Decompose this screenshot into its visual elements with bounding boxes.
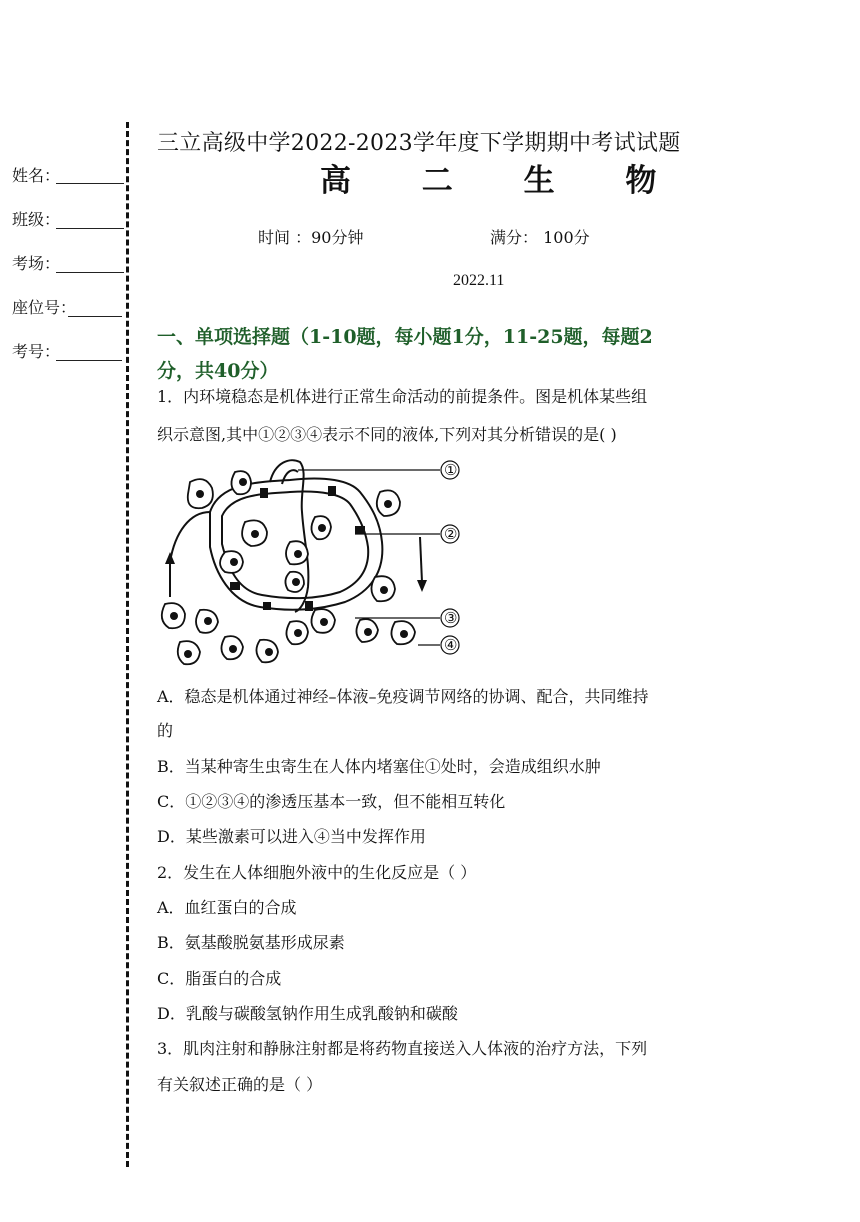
class-field-line — [56, 228, 124, 229]
class-field-label: 班级： — [12, 210, 61, 229]
q2-stem: 2．发生在人体细胞外液中的生化反应是（ ） — [157, 863, 477, 882]
number-1: ① — [444, 461, 458, 479]
q3-stem-line1: 3．肌肉注射和静脉注射都是将药物直接送入人体液的治疗方法，下列 — [157, 1039, 648, 1058]
q3-stem-line2: 有关叙述正确的是（ ） — [157, 1075, 323, 1094]
q1-option-a-cont: 的 — [157, 721, 174, 740]
section-heading-line1: 一、单项选择题（1-10题，每小题1分，11-25题，每题2 — [157, 326, 653, 348]
exam-time: 时间 ：90分钟 — [258, 228, 364, 247]
name-field-line — [56, 183, 124, 184]
q2-option-c: C．脂蛋白的合成 — [157, 969, 282, 988]
subject-title: 高 二 生 物 — [320, 163, 687, 199]
exam-room-field-label: 考场： — [12, 254, 61, 273]
q1-stem-line1: 1．内环境稳态是机体进行正常生命活动的前提条件。图是机体某些组 — [157, 387, 648, 406]
seat-field-label: 座位号： — [12, 298, 77, 317]
number-3: ③ — [444, 609, 458, 627]
q1-option-a: A．稳态是机体通过神经–体液–免疫调节网络的协调、配合，共同维持 — [157, 687, 649, 706]
q2-option-d: D．乳酸与碳酸氢钠作用生成乳酸钠和碳酸 — [157, 1004, 458, 1023]
exam-room-field-line — [56, 272, 124, 273]
q1-option-d: D．某些激素可以进入④当中发挥作用 — [157, 827, 426, 846]
full-score: 满分： 100分 — [490, 228, 590, 247]
number-4: ④ — [444, 636, 458, 654]
exam-number-field-line — [56, 360, 122, 361]
q2-option-a: A．血红蛋白的合成 — [157, 898, 297, 917]
school-title: 三立高级中学2022-2023学年度下学期期中考试试题 — [157, 131, 681, 156]
q1-option-c: C．①②③④的渗透压基本一致，但不能相互转化 — [157, 792, 506, 811]
exam-number-field-label: 考号： — [12, 342, 61, 361]
exam-date: 2022.11 — [453, 272, 505, 289]
seat-field-line — [68, 316, 122, 317]
binding-dashed-line — [126, 122, 129, 1167]
section-heading-line2: 分，共40分） — [157, 360, 279, 382]
q1-option-b: B．当某种寄生虫寄生在人体内堵塞住①处时，会造成组织水肿 — [157, 757, 601, 776]
name-field-label: 姓名： — [12, 166, 61, 185]
number-2: ② — [444, 525, 458, 543]
q2-option-b: B．氨基酸脱氨基形成尿素 — [157, 933, 345, 952]
tissue-fluid-diagram — [150, 452, 480, 677]
q1-stem-line2: 织示意图,其中①②③④表示不同的液体,下列对其分析错误的是( ) — [157, 425, 617, 444]
